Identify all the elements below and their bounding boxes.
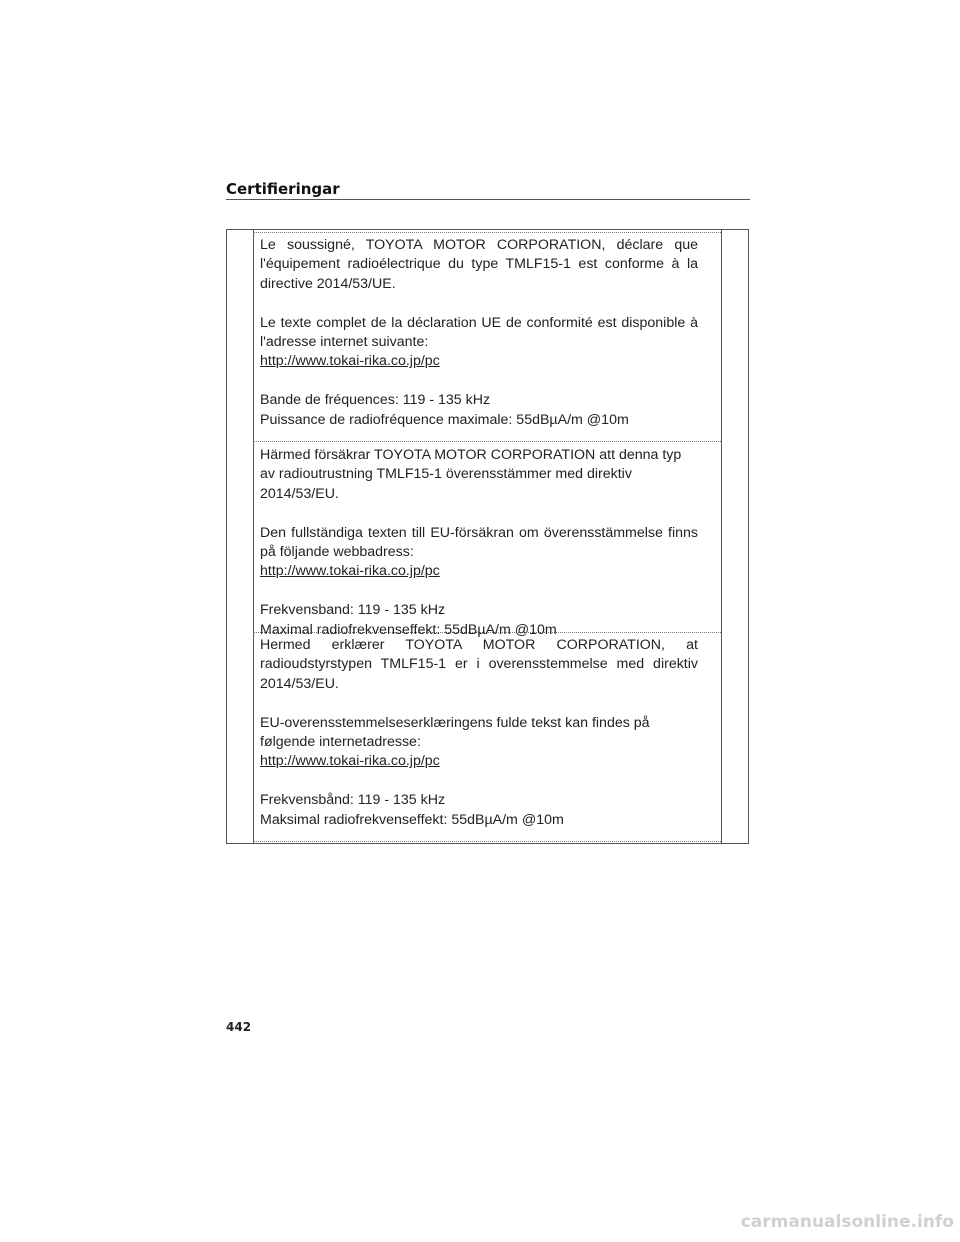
- full-text-note-line-1: EU-overensstemmelseserklæringens fulde tekst kan findes på: [260, 714, 650, 731]
- declaration-section-french: [260, 236, 698, 430]
- declaration-statement: Hermed erklærer TOYOTA MOTOR CORPORATION, at radioudstyrstypen TMLF15-1 er i overensstemmelse med direktiv 2014/53/EU.: [260, 637, 698, 692]
- page-section-title: Certifieringar: [226, 180, 340, 198]
- declaration-url-link[interactable]: http://www.tokai-rika.co.jp/pc: [260, 563, 440, 580]
- full-text-note: Den fullständiga texten till EU-försäkran om överensstämmelse finns på följande webbadress:: [260, 524, 698, 561]
- watermark: carmanualsonline.info: [740, 1212, 954, 1232]
- full-text-note-line-2: følgende internetadresse:: [260, 734, 421, 751]
- header-divider: [226, 199, 750, 200]
- radio-specs: [260, 791, 698, 830]
- declaration-url-link[interactable]: http://www.tokai-rika.co.jp/pc: [260, 753, 440, 770]
- declaration-statement: Le soussigné, TOYOTA MOTOR CORPORATION, déclare que l'équipement radioélectrique du type TMLF15-1 est conforme à la directive 2014/53/UE.: [260, 237, 698, 292]
- frame-top-dotted-rule: [253, 232, 721, 233]
- frame-right-rule: [721, 229, 722, 844]
- radio-specs: [260, 391, 698, 430]
- declaration-section-danish: [260, 636, 698, 830]
- page-number: 442: [226, 1020, 252, 1034]
- full-text-location: [260, 714, 698, 772]
- declaration-url-link[interactable]: http://www.tokai-rika.co.jp/pc: [260, 353, 440, 370]
- full-text-location: [260, 314, 698, 372]
- section-divider-fr-sv: [253, 441, 721, 442]
- frame-bottom-dotted-rule: [253, 841, 721, 842]
- max-power: Puissance de radiofréquence maximale: 55dBµA/m @10m: [260, 411, 629, 428]
- max-power: Maximal radiofrekvenseffekt: 55dBµA/m @10m: [260, 621, 557, 638]
- declaration-statement: Härmed försäkrar TOYOTA MOTOR CORPORATION att denna typ av radioutrustning TMLF15-1 överensstämmer med direktiv 2014/53/EU.: [260, 447, 682, 502]
- full-text-location: [260, 524, 698, 582]
- full-text-note: Le texte complet de la déclaration UE de conformité est disponible à l'adresse internet suivante:: [260, 314, 698, 351]
- max-power: Maksimal radiofrekvenseffekt: 55dBµA/m @10m: [260, 811, 564, 828]
- frequency-band: Frekvensband: 119 - 135 kHz: [260, 602, 446, 619]
- frequency-band: Bande de fréquences: 119 - 135 kHz: [260, 392, 491, 409]
- frame-left-rule: [253, 229, 254, 844]
- radio-specs: [260, 601, 698, 640]
- frequency-band: Frekvensbånd: 119 - 135 kHz: [260, 792, 446, 809]
- declaration-section-swedish: [260, 446, 698, 640]
